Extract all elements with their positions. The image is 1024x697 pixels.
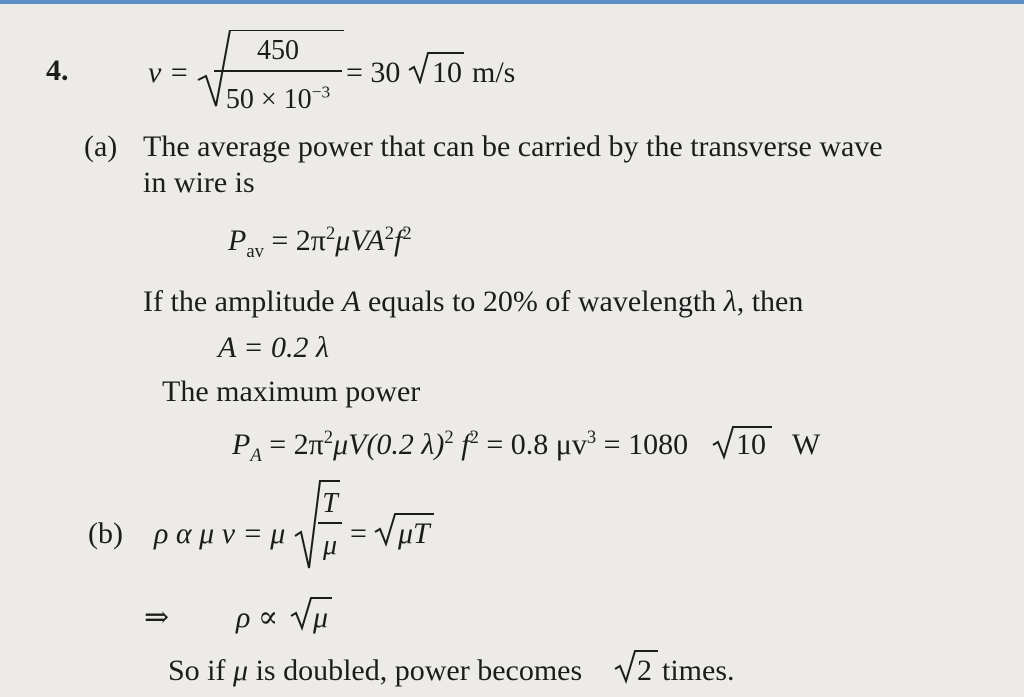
max-power-radicand: 10 [736,428,766,461]
conclusion-radicand: 2 [637,654,652,687]
part-a-text-line1: The average power that can be carried by the transverse wave [143,130,883,163]
fraction-denominator-mu: μ [322,530,338,561]
fraction-numerator-t: T [322,488,338,519]
velocity-fraction-bar [214,70,342,72]
proportional-radicand: μ [313,601,329,634]
formula-max-power: $P_A = 2\pi^2\mu V(0.2$ λ)$^2$ $f^2 = 0.8$ $\mu v^3 = 1080$ [232,427,689,466]
tension-fraction-bar [318,522,342,524]
amplitude-equation: A = 0.2 λ [218,331,330,364]
velocity-radicand: 10 [432,56,462,89]
part-b-label: (b) [88,517,123,550]
max-power-label: The maximum power [162,375,421,408]
conclusion-text: So if μ is doubled, power becomes [168,654,583,687]
top-border [0,0,1024,4]
part-a-label: (a) [84,130,118,163]
rhs-radicand-mu-t: μT [398,517,430,550]
implies-arrow: ⇒ [144,601,170,634]
part-b-lhs: ρ α μ v = μ [154,517,286,550]
part-b-equals: = [350,517,367,550]
velocity-numerator: 450 [257,35,299,66]
velocity-unit: m/s [472,56,516,89]
velocity-lhs: v = [148,56,190,89]
max-power-unit: W [792,428,821,461]
velocity-equals: = 30 [346,56,401,89]
amplitude-statement: If the amplitude A equals to 20% of wavelength λ, then [143,285,804,318]
conclusion-end: times. [662,654,735,687]
velocity-denominator: $50 \times 10^{-3}$ [225,82,331,115]
proportional-lhs: ρ ∝ [236,601,279,634]
problem-number: 4. [46,54,69,87]
formula-average-power: $P_{av} = 2\pi^2\mu VA^2f^2$ [228,223,412,262]
part-a-text-line2: in wire is [143,166,255,199]
